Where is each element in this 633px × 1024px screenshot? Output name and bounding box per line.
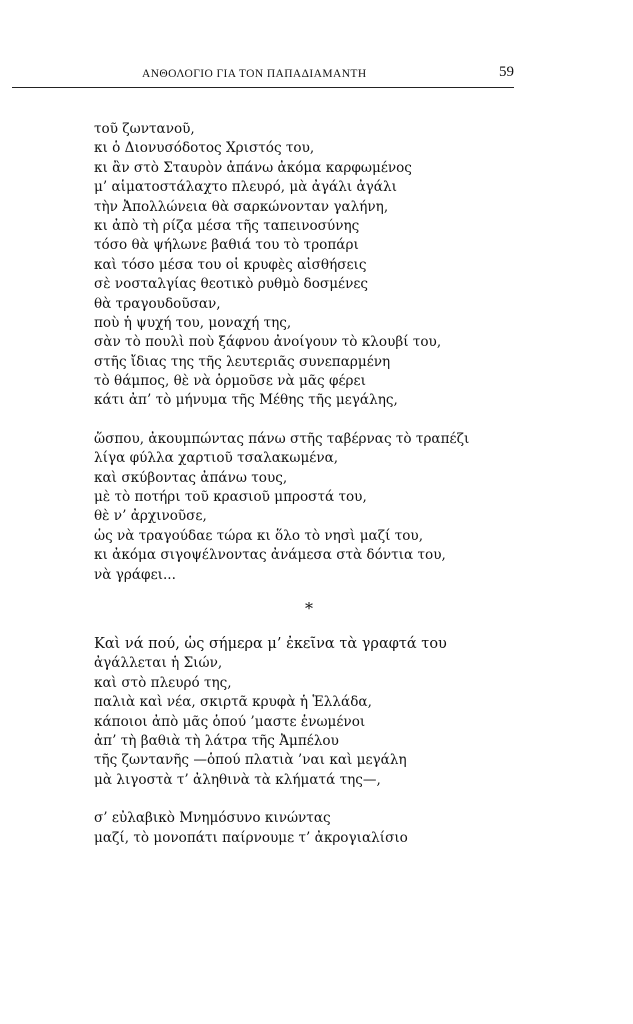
poem-line: τὴν Ἀπολλώνεια θὰ σαρκώνονταν γαλήνη, xyxy=(94,198,389,215)
stanza-4 xyxy=(94,809,514,848)
stanza-gap xyxy=(94,411,514,430)
stanza-1 xyxy=(94,120,514,411)
poem-line: κάτι ἀπ’ τὸ μήνυμα τῆς Μέθης τῆς μεγάλης, xyxy=(94,392,398,409)
poem-line: τοῦ ζωντανοῦ, xyxy=(94,121,195,137)
poem-line: τόσο θὰ ψήλωνε βαθιά του τὸ τροπάρι xyxy=(94,237,359,254)
poem-line: θὲ ν’ ἀρχινοῦσε, xyxy=(94,508,207,525)
poem-line: καὶ στὸ πλευρό της, xyxy=(94,674,232,691)
poem-line: τὸ θάμπος, θὲ νὰ ὁρμοῦσε νὰ μᾶς φέρει xyxy=(94,373,366,390)
poem-line: μὲ τὸ ποτήρι τοῦ κρασιοῦ μπροστά του, xyxy=(94,489,367,506)
poem-line: μ’ αἱματοστάλαχτο πλευρό, μὰ ἀγάλι ἀγάλι xyxy=(94,179,397,196)
poem-body xyxy=(94,120,514,848)
poem-line: ὡς νὰ τραγούδαε τώρα κι ὅλο τὸ νησὶ μαζί του, xyxy=(94,527,424,544)
poem-line: ἀγάλλεται ἡ Σιών, xyxy=(94,655,223,672)
poem-line: νὰ γράφει... xyxy=(94,566,176,583)
poem-line: τῆς ζωντανῆς —ὁπού πλατιὰ ’ναι καὶ μεγάλη xyxy=(94,752,407,769)
poem-line: κάποιοι ἀπὸ μᾶς ὁπού ’μαστε ἑνωμένοι xyxy=(94,713,366,730)
poem-line: μὰ λιγοστὰ τ’ ἀληθινὰ τὰ κλήματά της—, xyxy=(94,771,381,788)
poem-line: σ’ εὐλαβικὸ Μνημόσυνο κινώντας xyxy=(94,810,331,827)
header-rule xyxy=(12,87,514,88)
poem-line: θὰ τραγουδοῦσαν, xyxy=(94,295,221,312)
poem-line: καὶ σκύβοντας ἀπάνω τους, xyxy=(94,469,288,486)
section-separator: * xyxy=(305,598,313,618)
running-title: ΑΝΘΟΛΟΓΙΟ ΓΙΑ ΤΟΝ ΠΑΠΑΔΙΑΜΑΝΤΗ xyxy=(142,68,367,80)
poem-line: σὲ νοσταλγίας θεοτικὸ ρυθμὸ δοσμένες xyxy=(94,276,368,293)
poem-line: σὰν τὸ πουλὶ ποὺ ξάφνου ἀνοίγουν τὸ κλουβί του, xyxy=(94,334,442,351)
poem-line: καὶ τόσο μέσα του οἱ κρυφὲς αἰσθήσεις xyxy=(94,256,367,273)
stanza-2 xyxy=(94,430,514,585)
page-number: 59 xyxy=(499,64,514,80)
poem-line: ἀπ’ τὴ βαθιὰ τὴ λάτρα τῆς Ἀμπέλου xyxy=(94,732,339,749)
poem-line: στῆς ἴδιας της τῆς λευτεριᾶς συνεπαρμένη xyxy=(94,353,391,370)
poem-line: κι ἀκόμα σιγοψέλνοντας ἀνάμεσα στὰ δόντια του, xyxy=(94,547,446,564)
poem-line: παλιὰ καὶ νέα, σκιρτᾶ κρυφὰ ἡ Ἑλλάδα, xyxy=(94,694,372,711)
poem-line: μαζί, τὸ μονοπάτι παίρνουμε τ’ ἀκρογιαλίσιο xyxy=(94,829,408,846)
poem-line: λίγα φύλλα χαρτιοῦ τσαλακωμένα, xyxy=(94,450,339,467)
stanza-3 xyxy=(94,635,514,790)
poem-line: ποὺ ἡ ψυχή του, μοναχή της, xyxy=(94,314,292,331)
page-header xyxy=(12,58,514,88)
poem-line: κι ἀπὸ τὴ ρίζα μέσα τῆς ταπεινοσύνης xyxy=(94,217,360,234)
poem-line: κι ἂν στὸ Σταυρὸν ἀπάνω ἀκόμα καρφωμένος xyxy=(94,159,412,176)
stanza-gap xyxy=(94,790,514,809)
poem-line: ὥσπου, ἀκουμπώντας πάνω στῆς ταβέρνας τὸ τραπέζι xyxy=(94,430,470,447)
poem-line: Καὶ νά πού, ὡς σήμερα μ’ ἐκεῖνα τὰ γραφτά του xyxy=(94,635,447,652)
poem-line: κι ὁ Διονυσόδοτος Χριστός του, xyxy=(94,140,315,157)
